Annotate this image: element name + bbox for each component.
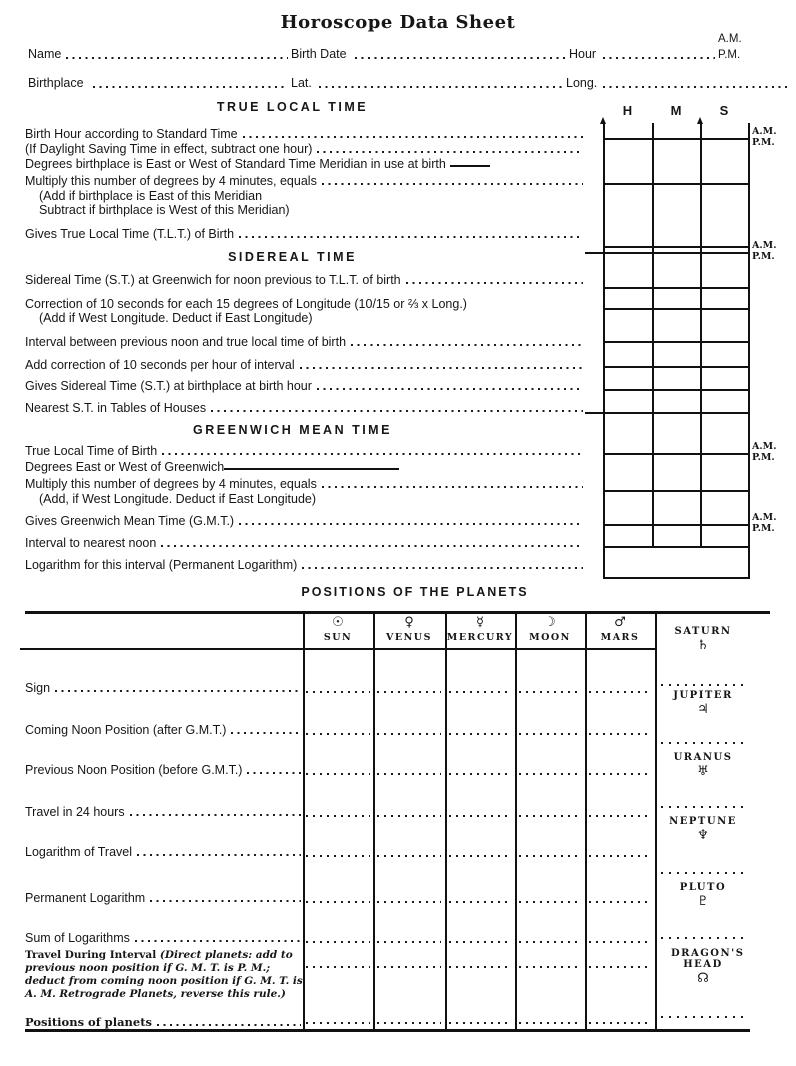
dotted-entry-line <box>661 1016 745 1018</box>
table-row-positions-of-planets: Positions of planets <box>25 1015 303 1029</box>
hour-label: Hour <box>569 47 597 61</box>
birthplace-label: Birthplace <box>28 76 84 90</box>
form-row <box>25 227 585 241</box>
dotted-entry-line <box>161 545 583 547</box>
long-entry-line <box>603 86 791 88</box>
cell-dotted-entry <box>306 1022 370 1024</box>
grid-line <box>585 412 750 414</box>
table-column-line <box>585 613 587 1030</box>
column-header-moon: ☽ MOON <box>515 615 585 643</box>
dotted-entry-line <box>302 567 583 569</box>
table-column-line <box>515 613 517 1030</box>
cell-dotted-entry <box>589 855 651 857</box>
mercury-icon: ☿ <box>476 615 484 630</box>
birth-date-label: Birth Date <box>291 47 347 61</box>
form-row <box>25 127 585 141</box>
outer-column-jupiter: JUPITER ♃ <box>657 688 749 717</box>
column-header-mercury: ☿ MERCURY <box>446 615 514 643</box>
cell-dotted-entry <box>377 901 441 903</box>
grid-line <box>603 389 750 391</box>
row-label: Add correction of 10 seconds per hour of interval <box>25 358 295 372</box>
cell-dotted-entry <box>449 901 511 903</box>
outer-column-saturn: SATURN ♄ <box>657 624 749 653</box>
form-row <box>25 558 585 572</box>
am-pm-marker: A.M. P.M. <box>752 240 777 262</box>
cell-dotted-entry <box>449 773 511 775</box>
column-header-venus: ♀ VENUS <box>373 615 445 643</box>
table-row-permanent-logarithm: Permanent Logarithm <box>25 891 303 905</box>
dotted-entry-line <box>162 453 583 455</box>
form-row <box>25 379 585 393</box>
cell-dotted-entry <box>449 733 511 735</box>
row-label: Correction of 10 seconds for each 15 degrees of Longitude (10/15 or ⅔ x Long.) <box>25 297 467 311</box>
row-label: (If Daylight Saving Time in effect, subtract one hour) <box>25 142 313 156</box>
grid-line <box>603 490 750 492</box>
dotted-entry-line <box>135 940 301 942</box>
solid-entry-line <box>224 468 399 470</box>
pluto-icon: ♇ <box>697 894 709 909</box>
dotted-entry-line <box>317 151 583 153</box>
cell-dotted-entry <box>377 855 441 857</box>
birthplace-entry-line <box>93 86 288 88</box>
grid-line <box>603 246 750 248</box>
cell-dotted-entry <box>306 901 370 903</box>
name-entry-line <box>66 57 288 59</box>
row-label: Gives True Local Time (T.L.T.) of Birth <box>25 227 235 241</box>
row-label: Interval between previous noon and true local time of birth <box>25 335 347 349</box>
dotted-entry-line <box>247 772 301 774</box>
saturn-icon: ♄ <box>697 638 709 653</box>
section-heading-positions-of-planets: POSITIONS OF THE PLANETS <box>301 585 529 599</box>
table-row-logarithm-of-travel: Logarithm of Travel <box>25 845 303 859</box>
cell-dotted-entry <box>449 1022 511 1024</box>
column-header-sun: ☉ SUN <box>303 615 373 643</box>
cell-dotted-entry <box>377 1022 441 1024</box>
cell-dotted-entry <box>519 815 581 817</box>
dotted-entry-line <box>661 937 745 939</box>
dotted-entry-line <box>239 523 583 525</box>
grid-line <box>603 308 750 310</box>
table-row-previous-noon: Previous Noon Position (before G.M.T.) <box>25 763 303 777</box>
dotted-entry-line <box>150 900 301 902</box>
cell-dotted-entry <box>519 966 581 968</box>
grid-line <box>585 252 750 254</box>
cell-dotted-entry <box>519 941 581 943</box>
hour-pm-label: P.M. <box>718 49 741 61</box>
grid-line <box>603 524 750 526</box>
table-rule <box>25 611 770 614</box>
row-label: Birth Hour according to Standard Time <box>25 127 238 141</box>
dotted-entry-line <box>661 684 745 686</box>
hours-column-header: H <box>622 103 633 118</box>
row-label: (Add, if West Longitude. Deduct if East Longitude) <box>39 492 317 506</box>
hour-entry-line <box>603 57 715 59</box>
grid-line <box>748 123 750 577</box>
grid-line <box>603 341 750 343</box>
cell-dotted-entry <box>306 733 370 735</box>
grid-line <box>603 183 750 185</box>
cell-dotted-entry <box>449 941 511 943</box>
uranus-icon: ♅ <box>697 764 709 779</box>
cell-dotted-entry <box>306 691 370 693</box>
form-row <box>25 174 585 188</box>
dotted-entry-line <box>211 410 583 412</box>
neptune-icon: ♆ <box>697 828 709 843</box>
row-label: Gives Greenwich Mean Time (G.M.T.) <box>25 514 235 528</box>
long-label: Long. <box>566 76 598 90</box>
cell-dotted-entry <box>377 773 441 775</box>
table-row-travel-24h: Travel in 24 hours <box>25 805 303 819</box>
form-row <box>25 477 585 491</box>
cell-dotted-entry <box>589 815 651 817</box>
form-row <box>25 311 599 325</box>
venus-icon: ♀ <box>404 615 414 630</box>
moon-icon: ☽ <box>544 615 556 630</box>
seconds-column-header: S <box>719 103 729 118</box>
am-pm-marker: A.M. P.M. <box>752 512 777 534</box>
row-label: Logarithm for this interval (Permanent Logarithm) <box>25 558 298 572</box>
dotted-entry-line <box>239 236 583 238</box>
form-row <box>25 297 585 311</box>
grid-line <box>603 138 750 140</box>
form-row <box>25 444 585 458</box>
cell-dotted-entry <box>306 773 370 775</box>
row-label: Multiply this number of degrees by 4 minutes, equals <box>25 174 317 188</box>
page-title: Horoscope Data Sheet <box>280 12 516 33</box>
lat-label: Lat. <box>291 76 312 90</box>
form-row <box>25 514 585 528</box>
cell-dotted-entry <box>519 691 581 693</box>
row-label: True Local Time of Birth <box>25 444 158 458</box>
outer-column-dragons-head: DRAGON'S HEAD ☊ <box>657 948 749 986</box>
cell-dotted-entry <box>519 855 581 857</box>
table-rule <box>20 648 657 650</box>
form-row <box>25 536 585 550</box>
grid-line <box>603 546 750 548</box>
table-row-sum-of-logarithms: Sum of Logarithms <box>25 931 303 945</box>
row-label: Interval to nearest noon <box>25 536 157 550</box>
cell-dotted-entry <box>377 966 441 968</box>
table-rule <box>25 1029 750 1032</box>
dotted-entry-line <box>322 183 583 185</box>
form-row <box>25 358 585 372</box>
birth-date-entry-line <box>355 57 565 59</box>
dotted-entry-line <box>157 1024 301 1026</box>
grid-line <box>652 123 654 546</box>
outer-column-uranus: URANUS ♅ <box>657 750 749 779</box>
dotted-entry-line <box>317 388 583 390</box>
grid-line <box>603 577 750 579</box>
row-label: Gives Sidereal Time (S.T.) at birthplace at birth hour <box>25 379 312 393</box>
form-row <box>25 189 599 203</box>
cell-dotted-entry <box>306 941 370 943</box>
cell-dotted-entry <box>589 1022 651 1024</box>
table-column-line <box>373 613 375 1030</box>
dotted-entry-line <box>231 732 301 734</box>
cell-dotted-entry <box>589 966 651 968</box>
hour-am-label: A.M. <box>718 33 742 45</box>
cell-dotted-entry <box>449 691 511 693</box>
dotted-entry-line <box>351 344 583 346</box>
cell-dotted-entry <box>519 733 581 735</box>
cell-dotted-entry <box>449 815 511 817</box>
grid-line <box>603 453 750 455</box>
form-row <box>25 335 585 349</box>
cell-dotted-entry <box>306 815 370 817</box>
cell-dotted-entry <box>306 966 370 968</box>
row-label: Degrees East or West of Greenwich <box>25 460 225 474</box>
grid-line <box>603 123 605 577</box>
dotted-entry-line <box>300 367 583 369</box>
cell-dotted-entry <box>589 901 651 903</box>
dotted-entry-line <box>322 486 583 488</box>
dotted-entry-line <box>137 854 301 856</box>
grid-line <box>603 366 750 368</box>
grid-line <box>700 123 702 546</box>
column-header-mars: ♂ MARS <box>585 615 655 643</box>
outer-column-neptune: NEPTUNE ♆ <box>657 814 749 843</box>
cell-dotted-entry <box>377 941 441 943</box>
form-row <box>25 203 599 217</box>
cell-dotted-entry <box>519 901 581 903</box>
section-heading-greenwich-mean-time: GREENWICH MEAN TIME <box>193 423 392 437</box>
form-row <box>25 460 585 474</box>
row-label: Sidereal Time (S.T.) at Greenwich for noon previous to T.L.T. of birth <box>25 273 401 287</box>
row-label: Subtract if birthplace is West of this Meridian) <box>39 203 290 217</box>
form-row <box>25 157 585 171</box>
row-label: Multiply this number of degrees by 4 minutes, equals <box>25 477 317 491</box>
table-row-coming-noon: Coming Noon Position (after G.M.T.) <box>25 723 303 737</box>
cell-dotted-entry <box>449 855 511 857</box>
cell-dotted-entry <box>377 815 441 817</box>
dotted-entry-line <box>406 282 583 284</box>
mars-icon: ♂ <box>614 615 626 630</box>
outer-column-pluto: PLUTO ♇ <box>657 880 749 909</box>
cell-dotted-entry <box>377 691 441 693</box>
row-label: Nearest S.T. in Tables of Houses <box>25 401 207 415</box>
am-pm-marker: A.M. P.M. <box>752 126 777 148</box>
form-row <box>25 142 585 156</box>
section-heading-sidereal-time: SIDEREAL TIME <box>228 250 357 264</box>
section-heading-true-local-time: TRUE LOCAL TIME <box>216 100 369 114</box>
jupiter-icon: ♃ <box>697 702 709 717</box>
cell-dotted-entry <box>377 733 441 735</box>
cell-dotted-entry <box>449 966 511 968</box>
row-label: (Add if birthplace is East of this Meridian <box>39 189 263 203</box>
row-label: Degrees birthplace is East or West of Standard Time Meridian in use at birth <box>25 157 446 171</box>
cell-dotted-entry <box>519 1022 581 1024</box>
dotted-entry-line <box>661 742 745 744</box>
minutes-column-header: M <box>670 103 682 118</box>
solid-entry-line <box>450 165 490 167</box>
dotted-entry-line <box>661 872 745 874</box>
grid-line <box>603 287 750 289</box>
cell-dotted-entry <box>589 773 651 775</box>
dotted-entry-line <box>661 806 745 808</box>
dotted-entry-line <box>243 136 583 138</box>
form-row <box>25 273 585 287</box>
cell-dotted-entry <box>589 941 651 943</box>
form-row <box>25 492 599 506</box>
table-row-travel-during-interval: Travel During Interval (Direct planets: add to previous noon position if G. M. T. is P. M.; deduct from coming noon position if G. M. T. is A. M. Retrograde Planets, reverse this rule.) <box>25 949 303 1000</box>
name-label: Name <box>28 47 62 61</box>
sun-icon: ☉ <box>332 615 344 630</box>
am-pm-marker: A.M. P.M. <box>752 441 777 463</box>
lat-entry-line <box>319 86 564 88</box>
dotted-entry-line <box>55 690 301 692</box>
dragons-head-icon: ☊ <box>697 971 709 986</box>
row-label: (Add if West Longitude. Deduct if East Longitude) <box>39 311 313 325</box>
cell-dotted-entry <box>589 691 651 693</box>
dotted-entry-line <box>130 814 301 816</box>
form-row <box>25 401 585 415</box>
cell-dotted-entry <box>589 733 651 735</box>
cell-dotted-entry <box>519 773 581 775</box>
cell-dotted-entry <box>306 855 370 857</box>
table-column-line <box>445 613 447 1030</box>
table-row-sign: Sign <box>25 681 303 695</box>
